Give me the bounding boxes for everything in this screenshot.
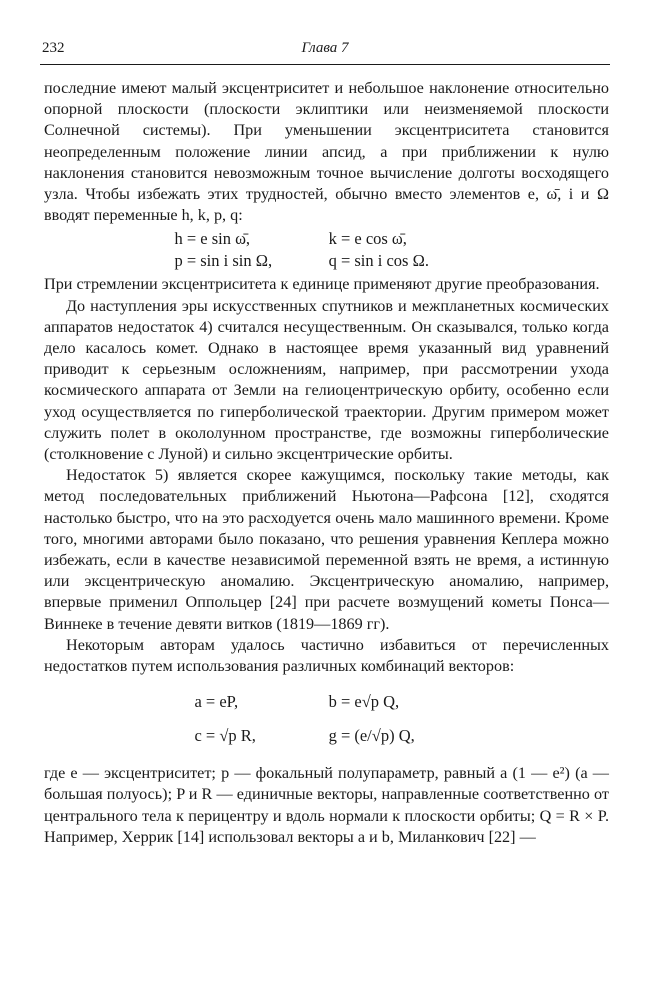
paragraph-5: Некоторым авторам удалось частично избавиться от перечисленных недостатков путем использования различных комбинаций векторов: — [44, 635, 609, 676]
paragraph-4: Недостаток 5) является скорее кажущимся, поскольку такие методы, как метод последовательных приближений Ньютона—Рафсона [12], сходятся настолько быстро, что на это расходуется очень мало машинного времени. Кроме того, многими авторами было показано, что решения уравнения Кеплера можно избежать, если в качестве независимой переменной взять не время, а истинную или эксцентрическую аномалию. Эксцентрическую аномалию, например, впервые применил Оппольцер [24] при расчете возмущений кометы Понса—Виннеке в течение девяти витков (1819—1869 гг). — [44, 466, 609, 633]
paragraph-1: последние имеют малый эксцентриситет и небольшое наклонение относительно опорной плоскости (плоскости эклиптики или неизменяемой плоскости Солнечной системы). При уменьшении эксцентриситета становится неопределенным положение линии апсид, а при приближении к нулю наклонения становится невозможным точное вычисление долготы восходящего узла. Чтобы избежать этих трудностей, обычно вместо элементов e, ω̄, i и Ω вводят переменные h, k, p, q: — [44, 79, 609, 225]
formula-p: p = sin i sin Ω, — [174, 251, 273, 271]
formula-block-vectors — [44, 685, 609, 753]
vector-row-2 — [44, 719, 609, 753]
paragraph-3: До наступления эры искусственных спутников и межпланетных космических аппаратов недостаток 4) считался несущественным. Он сказывался, только когда дело касалось комет. Однако в настоящее время указанный вид уравнений приводит к серьезным осложнениям, например, при рассмотрении ухода космического аппарата от Земли на гелиоцентрическую орбиту, особенно если уход осуществляется по гиперболической траектории. Другим примером может служить полет в окололунном пространстве, где возможны гиперболические (столкновение с Луной) и сильно эксцентрические орбиты. — [44, 296, 609, 464]
formula-row-2 — [44, 250, 609, 272]
page-header — [40, 38, 610, 65]
chapter-title: Глава 7 — [301, 40, 349, 56]
paragraph-6: где e — эксцентриситет; p — фокальный полупараметр, равный a (1 — e²) (a — большая полуось); P и R — единичные векторы, направленные соответственно от центрального тела к перицентру и вдоль нормали к плоскости орбиты; Q = R × P. Например, Херрик [14] использовал векторы a и b, Миланкович [22] — — [44, 764, 609, 846]
formula-a: a = eP, — [194, 692, 239, 712]
formula-row-1 — [44, 228, 609, 250]
formula-block-hkpq — [44, 228, 609, 272]
formula-b: b = e√p Q, — [328, 692, 400, 712]
formula-h: h = e sin ω̄, — [174, 229, 251, 249]
formula-q: q = sin i cos Ω. — [328, 251, 429, 271]
page-number: 232 — [42, 40, 65, 56]
paragraph-2: При стремлении эксцентриситета к единице применяют другие преобразования. — [44, 275, 600, 294]
formula-g: g = (e/√p) Q, — [328, 726, 415, 746]
vector-row-1 — [44, 685, 609, 719]
formula-k: k = e cos ω̄, — [328, 229, 407, 249]
formula-c: c = √p R, — [194, 726, 256, 746]
page-body — [44, 78, 609, 848]
